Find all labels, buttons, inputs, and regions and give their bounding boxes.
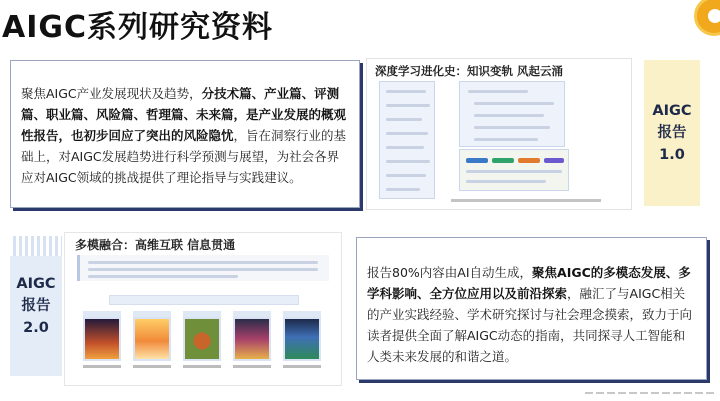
report-2-tag-version: 2.0 [23,320,49,336]
diagram-column [459,149,569,191]
sample-image [233,317,271,361]
thumbnail-banner [109,295,299,305]
report-1-tag [644,60,700,206]
footer-note [585,392,715,394]
sample-image [183,317,221,361]
sample-image [283,317,321,361]
report-2-text-rest: ，融汇了与AIGC相关的产业实践经验、学术研究探讨与社会理念摸索，致力于向读者提供全面了解AIGC动态的指南，共同探寻人工智能和人类未来发展的和谐之道。 [367,286,693,364]
report-1-description [10,60,360,208]
report-1-thumbnail-title: 深度学习进化史：知识变轨 风起云涌 [375,64,564,78]
report-2-text-intro: 报告80%内容由AI自动生成， [367,265,533,280]
report-2-tag-label: 报告 [21,298,51,314]
diagram-column [459,81,565,147]
report-2-text-highlight: 聚焦AIGC的多模态发展、多学科影响、全方位应用以及前沿探索 [367,265,691,301]
report-1-tag-aigc: AIGC [652,103,692,119]
report-1-thumbnail[interactable] [366,58,632,210]
report-2-description [356,237,707,380]
report-1-text-intro: 聚焦AIGC产业发展现状及趋势， [21,86,202,101]
page-title: AIGC系列研究资料 [2,10,274,45]
report-2-thumbnail-title: 多模融合：高维互联 信息贯通 [75,238,236,252]
report-2-thumbnail[interactable] [64,232,342,386]
brand-logo-icon [694,0,720,36]
report-1-text-rest: ，旨在洞察行业的基础上，对AIGC发展趋势进行科学预测与展望，为社会各界应对AIGC领域的挑战提供了理论指导与实践建议。 [21,128,347,185]
report-1-tag-label: 报告 [657,125,687,141]
report-2-tag-aigc: AIGC [16,276,56,292]
sample-image [133,317,171,361]
report-1-text-highlight: 分技术篇、产业篇、评测篇、职业篇、风险篇、哲理篇、未来篇，是产业发展的概观性报告，也初步回应了突出的风险隐忧 [21,86,347,143]
report-2-tag [10,236,62,376]
diagram-column [379,81,435,199]
sample-image [83,317,121,361]
thumbnail-quote-block [77,255,329,281]
report-1-tag-version: 1.0 [659,147,685,163]
